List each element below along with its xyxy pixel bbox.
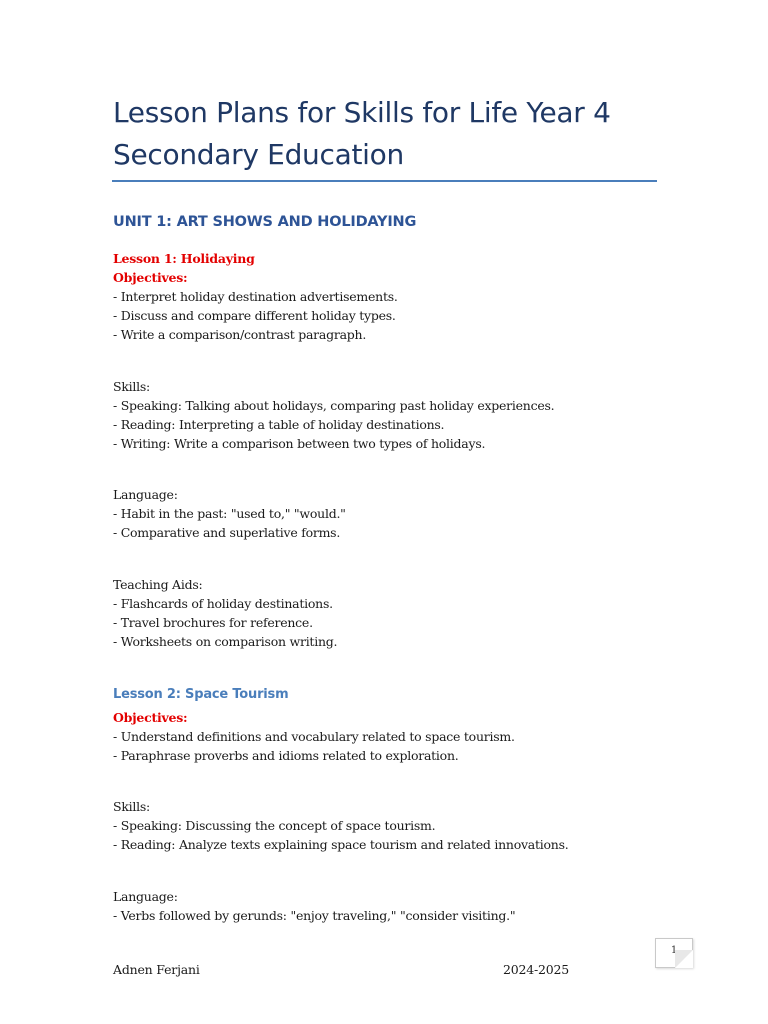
list-item: - Write a comparison/contrast paragraph. bbox=[113, 327, 367, 342]
list-item: - Reading: Interpreting a table of holiday destinations. bbox=[113, 417, 445, 432]
footer-author: Adnen Ferjani bbox=[113, 962, 200, 977]
list-item: - Interpret holiday destination advertisements. bbox=[113, 289, 398, 304]
lesson-1-heading: Lesson 1: Holidaying bbox=[113, 251, 255, 266]
footer-year: 2024-2025 bbox=[503, 962, 570, 977]
list-item: - Verbs followed by gerunds: "enjoy traveling," "consider visiting." bbox=[113, 908, 516, 923]
lesson-2-objectives-label: Objectives: bbox=[113, 710, 188, 725]
list-item: - Worksheets on comparison writing. bbox=[113, 634, 338, 649]
lesson-2-skills-label: Skills: bbox=[113, 799, 151, 814]
title-line-1: Lesson Plans for Skills for Life Year 4 bbox=[113, 96, 611, 129]
title-line-2: Secondary Education bbox=[113, 138, 404, 171]
title-underline bbox=[112, 180, 657, 182]
lesson-1-aids-label: Teaching Aids: bbox=[113, 577, 203, 592]
page-number: 1 bbox=[670, 945, 678, 956]
page-number-box bbox=[655, 938, 693, 968]
lesson-2-heading: Lesson 2: Space Tourism bbox=[113, 687, 289, 702]
list-item: - Understand definitions and vocabulary related to space tourism. bbox=[113, 729, 515, 744]
page-fold-icon bbox=[675, 950, 693, 968]
lesson-2-language-label: Language: bbox=[113, 889, 178, 904]
list-item: - Travel brochures for reference. bbox=[113, 615, 313, 630]
list-item: - Writing: Write a comparison between two types of holidays. bbox=[113, 436, 486, 451]
lesson-1-objectives-label: Objectives: bbox=[113, 270, 188, 285]
list-item: - Flashcards of holiday destinations. bbox=[113, 596, 333, 611]
list-item: - Reading: Analyze texts explaining space tourism and related innovations. bbox=[113, 837, 569, 852]
list-item: - Comparative and superlative forms. bbox=[113, 525, 341, 540]
lesson-1-skills-label: Skills: bbox=[113, 379, 151, 394]
list-item: - Speaking: Talking about holidays, comparing past holiday experiences. bbox=[113, 398, 555, 413]
page-title bbox=[113, 92, 658, 176]
lesson-1-language-label: Language: bbox=[113, 487, 178, 502]
list-item: - Speaking: Discussing the concept of space tourism. bbox=[113, 818, 436, 833]
list-item: - Habit in the past: "used to," "would." bbox=[113, 506, 346, 521]
unit-heading: UNIT 1: ART SHOWS AND HOLIDAYING bbox=[113, 214, 417, 230]
list-item: - Discuss and compare different holiday types. bbox=[113, 308, 396, 323]
list-item: - Paraphrase proverbs and idioms related to exploration. bbox=[113, 748, 459, 763]
